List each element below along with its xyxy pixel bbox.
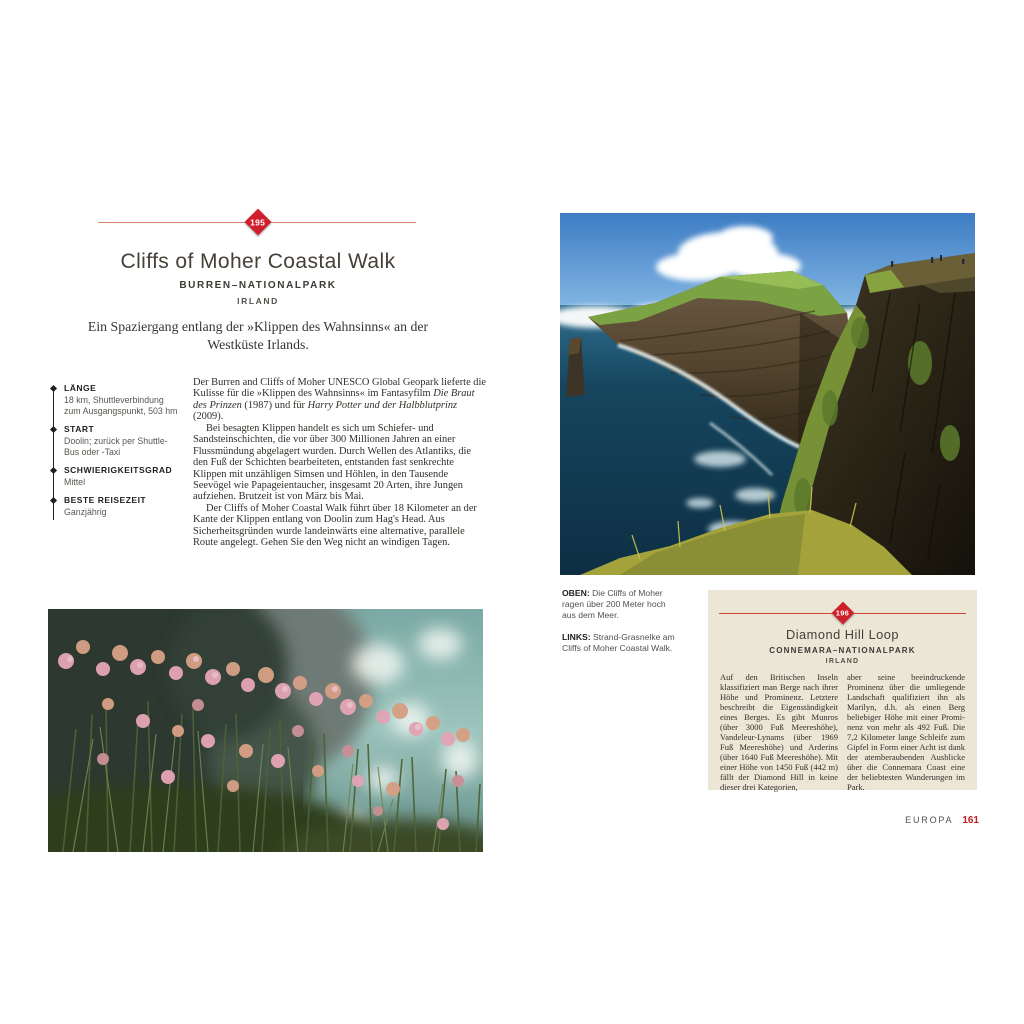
feature-columns: [708, 665, 977, 792]
route-number: 195: [250, 217, 266, 227]
photo-captions: [562, 588, 680, 665]
cliffs-photo: [560, 213, 975, 575]
cliffs-illustration: [560, 213, 975, 575]
paragraph: Bei besagten Klippen handelt es sich um Schiefer- und Sandsteinschichten, die vor über 300 Millionen Jahren an einer Flussmündung abgelagert wurden. Durch Wellen des Atlantiks, die den Fuß der Schichten bearbeiteten, entstanden fast senkrechte Klippen mit unzähligen Simsen und Höhlen, in den Tausende Seevögel wie Papageientaucher, insgesamt 20 Arten, ihre Jungen aufziehen. Brutzeit ist von März bis Mai.: [193, 422, 472, 503]
info-value: Ganzjährig: [64, 506, 107, 517]
country-name: IRLAND: [237, 296, 279, 306]
footer-page-number: 161: [962, 815, 979, 826]
feature-box-diamond-hill: [708, 590, 977, 793]
info-sidebar: [48, 383, 180, 525]
diamond-bullet-icon: [50, 385, 57, 392]
info-item-beste-reisezeit: [48, 495, 180, 518]
info-item-schwierigkeitsgrad: [48, 465, 180, 488]
feature-title: Diamond Hill Loop: [785, 627, 900, 642]
feature-column-2: aber seine beeindruckende Prominenz über die umliegende Landschaft qualifiziert ihn als Marilyn, d.h. als einen Berg beliebiger Höhe mit einer Prominenz von mehr als 492 Fuß. Die 7,2 Kilometer lange Schleife zum Gipfel in Form einer Acht ist dank der atemberaubenden Ausblicke über die Connemara Coast eine der beliebtesten Wanderungen im Park.: [847, 672, 965, 793]
footer-section-label: EUROPA: [905, 815, 954, 825]
caption-links: [562, 632, 680, 654]
info-label: SCHWIERIGKEITSGRAD: [64, 464, 173, 475]
flowers-photo: [48, 609, 483, 852]
feature-country-name: IRLAND: [825, 658, 860, 665]
rule-badge: [58, 205, 458, 241]
caption-text: Strand-Grasnelke am Cliffs of Moher Coastal Walk.: [562, 632, 675, 653]
diamond-bullet-icon: [50, 497, 57, 504]
feature-column-1: Auf den Britischen Inseln klassifiziert man Berge nach ihrer Höhe und Prominenz. Letztere beschreibt die Eigenständigkeit eines Berges. Es gibt Munros (über 3000 Fuß Meereshöhe), Vandeleur-Lynams (über 1969 Fuß Meereshöhe) und Arderins (über 1640 Fuß Meereshöhe). Mit einer Höhe von 1450 Fuß (442 m) fällt der Diamond Hill in keine dieser drei Kategorien,: [720, 672, 838, 793]
intro-text: Ein Spaziergang entlang der »Klippen des Wahnsinns« an der Westküste Irlands.: [87, 319, 429, 352]
info-label: LÄNGE: [64, 383, 97, 393]
paragraph: Der Burren and Cliffs of Moher UNESCO Global Geopark lieferte die Kulisse für die »Klippen des Wahnsinns« im Fantasyfilm Die Braut des Prinzen (1987) und für Harry Potter und der Halbblutprinz (2009).: [193, 377, 486, 423]
flowers-illustration: [48, 609, 483, 852]
info-value: 18 km, Shuttleverbindung zum Ausgangspunkt, 503 hm: [64, 395, 178, 416]
caption-label: OBEN:: [562, 588, 590, 598]
diamond-bullet-icon: [50, 467, 57, 474]
info-label: BESTE REISEZEIT: [64, 494, 147, 505]
route-number: 196: [835, 608, 850, 618]
info-value: Mittel: [64, 476, 86, 487]
caption-label: LINKS:: [562, 632, 591, 642]
body-copy: [193, 377, 488, 549]
park-name: BURREN–NATIONALPARK: [179, 280, 337, 291]
info-item-laenge: [48, 383, 180, 417]
feature-park-name: CONNEMARA–NATIONALPARK: [769, 646, 916, 655]
info-label: START: [64, 423, 95, 434]
rule-badge: [708, 590, 977, 621]
caption-text: Die Cliffs of Moher ragen über 200 Meter hoch aus dem Meer.: [562, 588, 666, 620]
route-number-badge-icon: [245, 209, 272, 236]
page-footer: [905, 815, 979, 826]
page-title: Cliffs of Moher Coastal Walk: [120, 250, 396, 273]
caption-oben: [562, 588, 680, 621]
info-item-start: [48, 424, 180, 458]
diamond-bullet-icon: [50, 426, 57, 433]
info-value: Doolin; zurück per Shuttle-Bus oder -Taxi: [64, 435, 168, 457]
paragraph: Der Cliffs of Moher Coastal Walk führt über 18 Kilometer an der Kante der Klippen entlang von Doolin zum Hag's Head. Aus Sicherheitsgründen wurde landeinwärts eine alternative, parallele Route angelegt. Gehen Sie den Weg nicht an windigen Tagen.: [193, 502, 477, 549]
route-number-badge-icon: [831, 602, 854, 625]
entry-header: [58, 205, 458, 353]
